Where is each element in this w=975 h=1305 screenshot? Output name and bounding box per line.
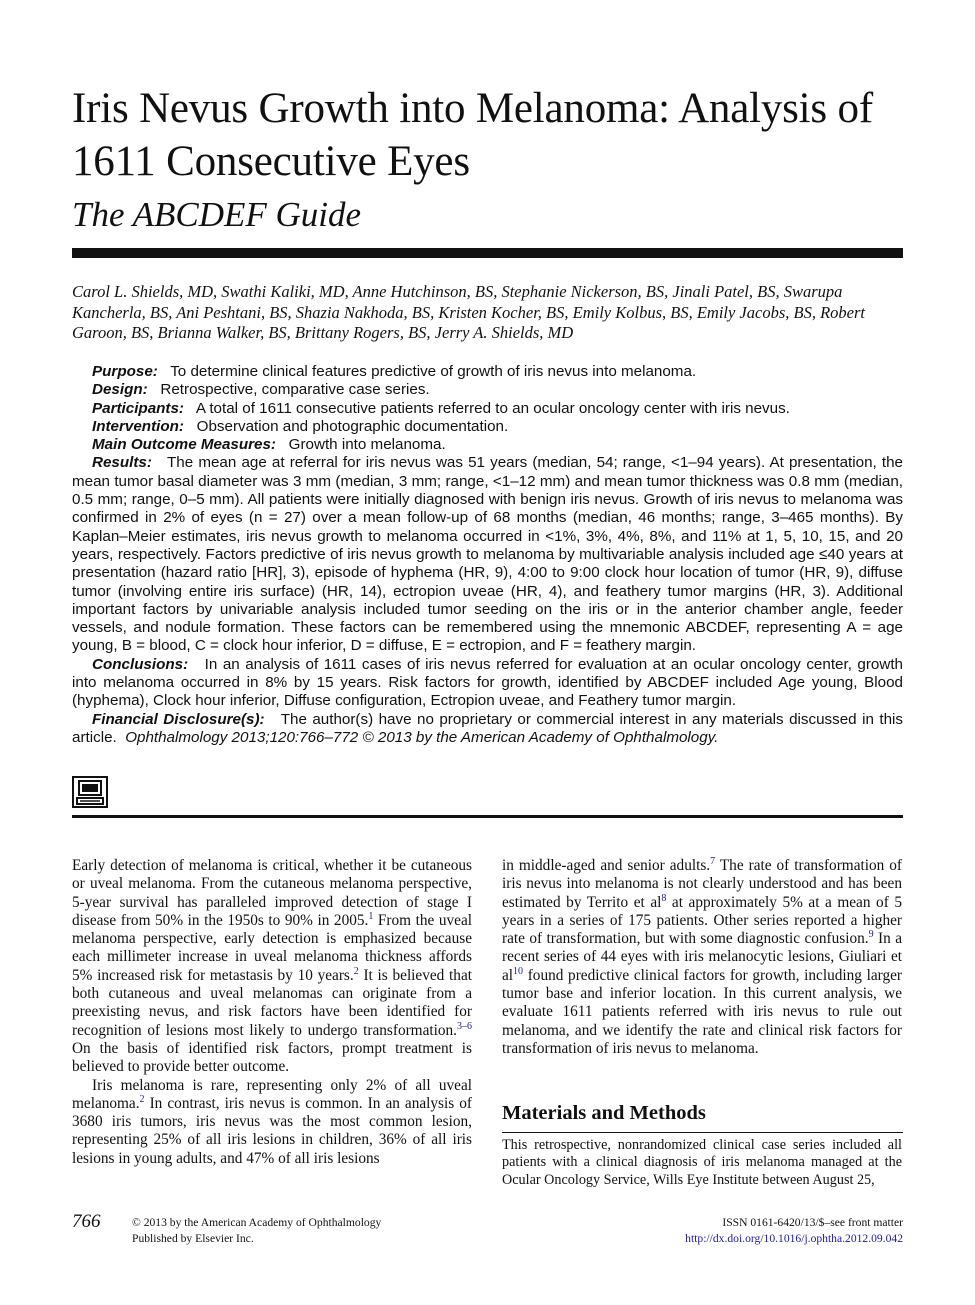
- design-text: Retrospective, comparative case series.: [160, 381, 430, 399]
- computer-icon: [72, 776, 108, 808]
- intervention-label: Intervention:: [92, 417, 184, 435]
- abstract-divider: [72, 815, 903, 818]
- body-column-left: [72, 857, 472, 1168]
- abstract-design: [72, 381, 903, 399]
- purpose-text: To determine clinical features predictive of growth of iris nevus into melanoma.: [170, 363, 697, 380]
- results-label: Results:: [92, 454, 152, 472]
- reference-link[interactable]: 7: [710, 856, 716, 867]
- intro-text: Early detection of melanoma is critical, whether it be cutaneous or uveal melanoma. From the cutaneous melanoma perspective, 5-year survival has paralleled improved detection of stage I disease from 50% in the 1950s to 90% in 2005.: [72, 857, 472, 929]
- abstract-participants: [72, 400, 903, 418]
- intro-text: The rate of transformation of iris nevus into melanoma is not clearly understood and has been estimated by Territo et al: [502, 857, 903, 911]
- abstract-results: [72, 454, 903, 655]
- reference-link[interactable]: 2: [353, 965, 359, 977]
- outcome-label: Main Outcome Measures:: [92, 436, 276, 454]
- author-list: Carol L. Shields, MD, Swathi Kaliki, MD, Anne Hutchinson, BS, Stephanie Nickerson, BS, Jinali Patel, BS, Swarupa Kancherla, BS, Ani Peshtani, BS, Shazia Nakhoda, BS, Kristen Kocher, BS, Emily Kolbus, BS, Emily Jacobs, BS, Robert Garoon, BS, Brianna Walker, BS, Brittany Rogers, BS, Jerry A. Shields, MD: [72, 282, 865, 342]
- intro-text: It is believed that both cutaneous and uveal melanomas can originate from a preexisting nevus, and risk factors have been identified for recognition of lesions most likely to undergo transformation.: [72, 966, 472, 1039]
- participants-text: A total of 1611 consecutive patients referred to an ocular oncology center with iris nevus.: [195, 399, 790, 417]
- intro-text: at approximately 5% at a mean of 5 years in a series of 175 patients. Other series reported a higher rate of transformation, but with some diagnostic confusion.: [502, 893, 902, 948]
- title-divider: [72, 248, 903, 258]
- section-divider: [502, 1132, 903, 1133]
- article-title: Iris Nevus Growth into Melanoma: Analysis of 1611 Consecutive Eyes: [72, 85, 873, 185]
- reference-link[interactable]: 3–6: [457, 1020, 472, 1032]
- intro-text: found predictive clinical factors for growth, including larger tumor base and inferior location. In this current analysis, we evaluate 1611 patients referred with iris nevus to rule out melanoma, and we identify the rate and clinical risk factors for transformation of iris nevus to melanoma.: [502, 966, 902, 1057]
- intro-text: From the uveal melanoma perspective, early detection is emphasized because each millimeter increase in uveal melanoma thickness affords 5% increased risk for metastasis by 10 years.: [72, 911, 472, 984]
- reference-link[interactable]: 9: [868, 929, 874, 941]
- outcome-text: Growth into melanoma.: [288, 436, 446, 454]
- methods-text: This retrospective, nonrandomized clinical case series included all patients with a clinical diagnosis of iris melanoma managed at the Ocular Oncology Service, Wills Eye Institute between August 25,: [502, 1137, 902, 1188]
- intro-text: in middle-aged and senior adults.: [502, 857, 711, 874]
- disclosure-label: Financial Disclosure(s):: [92, 710, 265, 728]
- abstract-purpose: [72, 363, 903, 381]
- intro-text: In contrast, iris nevus is common. In an analysis of 3680 iris tumors, iris nevus was the most common lesion, representing 25% of all iris lesions in children, 36% of all iris lesions in young adults, and 47% of all iris lesions: [72, 1094, 472, 1167]
- footer-right: [685, 1215, 903, 1246]
- section-heading: Materials and Methods: [502, 1102, 706, 1124]
- participants-label: Participants:: [92, 399, 184, 417]
- article-subtitle: The ABCDEF Guide: [72, 195, 362, 234]
- journal-citation: Ophthalmology 2013;120:766–772 © 2013 by the American Academy of Ophthalmology.: [125, 728, 719, 746]
- conclusions-text: In an analysis of 1611 cases of iris nevus referred for evaluation at an ocular oncology center, growth into melanoma occurred in 8% by 15 years. Risk factors for growth, identified by ABCDEF included Age young, Blood (hyphema), Clock hour inferior, Diffuse configuration, Ectropion uveae, and Feathery tumor margin.: [72, 655, 903, 710]
- copyright-text: © 2013 by the American Academy of Ophthalmology: [132, 1216, 382, 1229]
- conclusions-label: Conclusions:: [92, 655, 189, 673]
- abstract: [72, 363, 903, 747]
- reference-link[interactable]: 2: [139, 1093, 145, 1105]
- abstract-intervention: [72, 418, 903, 436]
- intervention-text: Observation and photographic documentation.: [196, 417, 509, 435]
- intro-text: On the basis of identified risk factors, prompt treatment is believed to provide better outcome.: [72, 1039, 472, 1076]
- reference-link[interactable]: 1: [368, 910, 374, 922]
- issn-text: ISSN 0161-6420/13/$–see front matter: [722, 1216, 903, 1229]
- publisher-text: Published by Elsevier Inc.: [132, 1231, 254, 1245]
- intro-text: In a recent series of 44 eyes with iris melanocytic lesions, Giuliari et al: [502, 930, 902, 984]
- footer-left: [132, 1215, 381, 1246]
- intro-text: Iris melanoma is rare, representing only 2% of all uveal melanoma.: [72, 1076, 472, 1112]
- doi-link[interactable]: http://dx.doi.org/10.1016/j.ophtha.2012.09.042: [685, 1231, 903, 1245]
- intro-paragraph-2: [72, 1077, 472, 1168]
- purpose-label: Purpose:: [92, 363, 158, 380]
- intro-paragraph-1: [72, 857, 472, 1077]
- abstract-outcome: [72, 436, 903, 454]
- results-text: The mean age at referral for iris nevus was 51 years (median, 54; range, <1–94 years). At presentation, the mean tumor basal diameter was 3 mm (median, 3 mm; range, <1–12 mm) and mean tumor thickness was 0.8 mm (median, 0.5 mm; range, 0–5 mm). All patients were initially diagnosed with benign iris nevus. Growth of iris nevus to melanoma was confirmed in 2% of eyes (n = 27) over a mean follow-up of 68 months (median, 46 months; range, 3–465 months). By Kaplan–Meier estimates, iris nevus growth to melanoma occurred in <1%, 3%, 4%, 8%, and 11% at 1, 5, 10, 15, and 20 years, respectively. Factors predictive of iris nevus growth to melanoma by multivariable analysis included age ≤40 years at presentation (hazard ratio [HR], 3), episode of hyphema (HR, 9), 4:00 to 9:00 clock hour location of tumor (HR, 9), diffuse tumor (involving entire iris surface) (HR, 14), ectropion uveae (HR, 4), and feathery tumor margins (HR, 3). Additional important factors by univariable analysis included tumor seeding on the iris or in the anterior chamber angle, feeder vessels, and nodule formation. These factors can be remembered using the mnemonic ABCDEF, representing A = age young, B = blood, C = clock hour inferior, D = diffuse, E = ectropion, and F = feathery margin.: [72, 454, 904, 655]
- disclosure-text: The author(s) have no proprietary or commercial interest in any materials discussed in this article.: [72, 710, 904, 746]
- abstract-conclusions: [72, 656, 903, 711]
- page-number: 766: [72, 1211, 101, 1232]
- body-column-right: [502, 857, 902, 1058]
- reference-link[interactable]: 8: [661, 892, 667, 904]
- design-label: Design:: [92, 381, 148, 399]
- abstract-disclosure: [72, 711, 903, 748]
- intro-paragraph-3: [502, 857, 902, 1058]
- reference-link[interactable]: 10: [513, 965, 524, 977]
